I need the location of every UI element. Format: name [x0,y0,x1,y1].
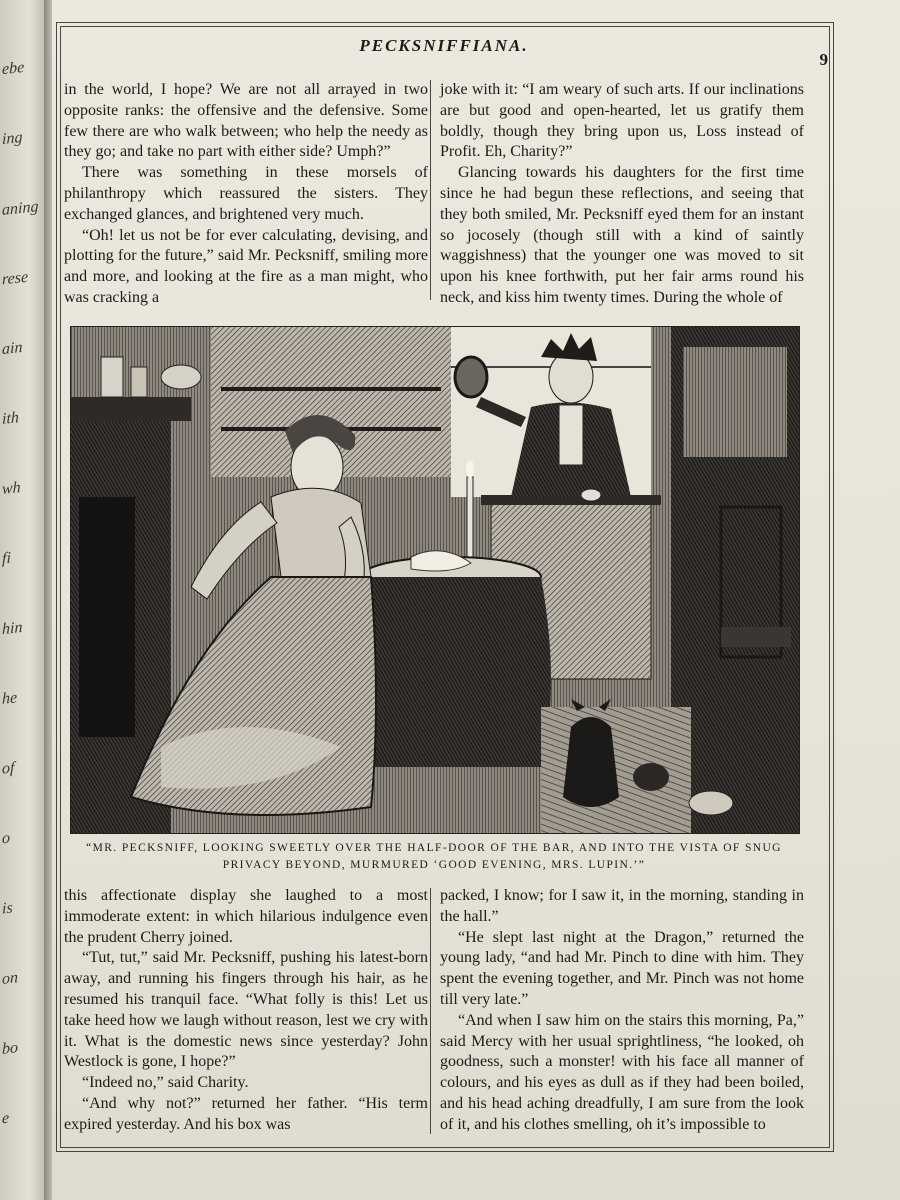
facing-page-text: fi [2,549,11,568]
facing-page-text: hin [2,618,23,639]
facing-page-text: e [2,1109,10,1128]
paragraph: “And when I saw him on the stairs this morning, Pa,” said Mercy with her usual sprightliness, “he looked, oh goodness, such a monster! with his face all manner of colours, and his eyes as dull as if they had been boiled, and his head aching dreadfully, I am sure from the look of it, and his clothes smelling, oh it’s impossible to [440,1011,804,1133]
facing-page-text: aning [2,198,39,219]
paragraph: “Tut, tut,” said Mr. Pecksniff, pushing his latest-born away, and running his fingers through his hair, as he resumed his tranquil face. “What folly is this! Let us take heed how we laugh without reason, lest we cry with it. What is the domestic news since yesterday? John Westlock is gone, I hope?” [64,949,428,1071]
facing-page-text: wh [2,479,21,498]
facing-page-text: bo [2,1039,18,1058]
paragraph: There was something in these morsels of philanthropy which reassured the sisters. They exchanged glances, and brightened very much. [64,164,428,223]
column-rule [430,888,431,1134]
paragraph: “And why not?” returned her father. “His term expired yesterday. And his box was [64,1094,428,1133]
page-number: 9 [819,50,828,69]
running-head: PECKSNIFFIANA. [359,36,529,55]
paragraph: “Indeed no,” said Charity. [82,1074,249,1092]
column-rule [430,80,431,300]
illustration-caption: “MR. PECKSNIFF, LOOKING SWEETLY OVER THE HALF-DOOR OF THE BAR, AND INTO THE VISTA OF SNUG PRIVACY BEYOND, MURMURED ‘GOOD EVENING, MRS. LUPIN.’” [86,842,782,871]
facing-page-text: of [2,759,15,778]
facing-page-text: rese [2,268,29,289]
paragraph: joke with it: “I am weary of such arts. If our inclinations are but good and open-hearted, let us gratify them boldly, though they bring upon us, Loss instead of Profit. Eh, Charity?” [440,81,804,161]
facing-page-text: ain [2,338,23,359]
bottom-right-column [440,886,804,1136]
facing-page-text: he [2,689,18,708]
paragraph: this affectionate display she laughed to a most immoderate extent: in which hilarious indulgence even the prudent Cherry joined. [64,887,428,946]
bottom-left-column [64,886,428,1136]
facing-page-text: ith [2,409,19,428]
facing-page-text: o [2,829,10,848]
paragraph: in the world, I hope? We are not all arrayed in two opposite ranks: the offensive and the defensive. Some few there are who walk between; who help the needy as they go; and take no part with either side? Umph?” [64,81,428,161]
facing-page-text: is [2,899,13,918]
facing-page-text: ing [2,128,23,149]
engraving-illustration [70,326,800,834]
paragraph: Glancing towards his daughters for the first time since he had begun these reflections, and seeing that they both smiled, Mr. Pecksniff eyed them for an instant so jocosely (though still with a kind of saintly waggishness) that the younger one was moved to sit upon his knee forthwith, put her fair arms round his neck, and kiss him twenty times. During the whole of [440,164,804,306]
top-right-column [440,80,804,309]
facing-page [0,0,48,1200]
facing-page-text: ebe [2,58,25,79]
book-page [52,0,900,1200]
paragraph: “Oh! let us not be for ever calculating, devising, and plotting for the future,” said Mr. Pecksniff, smiling more and more, and looking at the fire as a man might, who was cracking a [64,226,428,306]
paragraph: “He slept last night at the Dragon,” returned the young lady, “and had Mr. Pinch to dine with him. They spent the evening together, and Mr. Pinch was not home till very late.” [440,928,804,1008]
facing-page-text: on [2,969,18,988]
top-left-column [64,80,428,309]
paragraph: packed, I know; for I saw it, in the morning, standing in the hall.” [440,887,804,925]
